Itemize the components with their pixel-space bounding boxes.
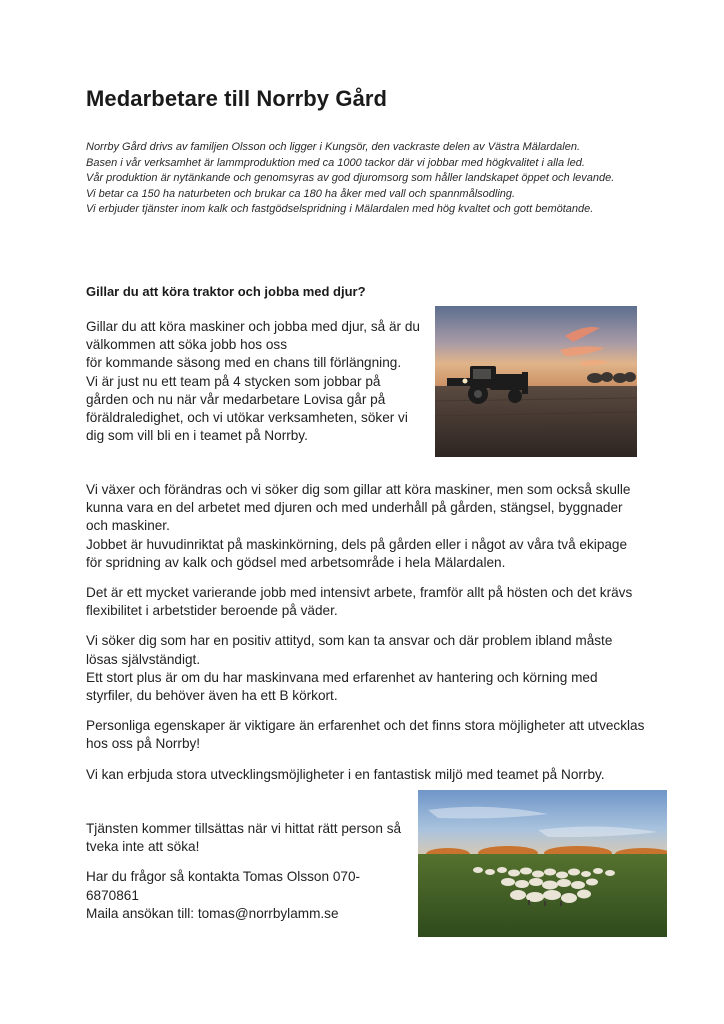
intro-line: Basen i vår verksamhet är lammproduktion med ca 1000 tackor där vi jobbar med högkvalitet i alla led. (86, 156, 585, 169)
paragraph-line: Ett stort plus är om du har maskinvana med erfarenhet av hantering och körning med styrfiler, du behöver även ha ett B körkort. (86, 669, 598, 704)
paragraph (86, 584, 646, 620)
paragraph-line: Vi söker dig som har en positiv attityd, som kan ta ansvar och där problem ibland måste lösas självständigt. (86, 633, 613, 667)
paragraph (86, 481, 646, 572)
paragraph-line: Det är ett mycket varierande jobb med intensivt arbete, framför allt på hösten och det krävs flexibilitet i arbetstider beroende på väder. (86, 585, 633, 619)
paragraph (86, 632, 646, 705)
contact-text: Har du frågor så kontakta Tomas Olsson 070-6870861 (86, 869, 361, 903)
closing-text (86, 820, 406, 935)
contact-block (86, 868, 406, 923)
paragraph-line: Vi växer och förändras och vi söker dig som gillar att köra maskiner, men som också skulle kunna vara en del arbetet med djuren och med underhåll på gården, stängsel, byggnader och maskiner. (86, 482, 631, 534)
paragraph (86, 717, 646, 753)
intro-line: Norrby Gård drivs av familjen Olsson och ligger i Kungsör, den vackraste delen av Västra Mälardalen. (86, 141, 581, 153)
email-text: Maila ansökan till: tomas@norrbylamm.se (86, 905, 339, 921)
page-title: Medarbetare till Norrby Gård (86, 86, 388, 111)
paragraph-line: Jobbet är huvudinriktat på maskinkörning, dels på gården eller i något av våra två ekipage för spridning av kalk och gödsel med arbetsområde i hela Mälardalen. (86, 536, 628, 570)
main-text (86, 481, 646, 796)
intro-text (86, 140, 646, 218)
intro-line: Vi erbjuder tjänster inom kalk och fastgödselspridning i Mälardalen med hög kvaltet och gott bemötande. (86, 203, 594, 216)
sheep-flock-photo (418, 790, 667, 937)
side-line: för kommande säsong med en chans till förlängning. (86, 355, 402, 371)
apply-text: Tjänsten kommer tillsättas när vi hittat rätt person så tveka inte att söka! (86, 821, 402, 855)
intro-line: Vi betar ca 150 ha naturbeten och brukar ca 180 ha åker med vall och spannmålsodling. (86, 187, 516, 200)
paragraph-line: Vi kan erbjuda stora utvecklingsmöjligheter i en fantastisk miljö med teamet på Norrby. (86, 766, 605, 782)
paragraph (86, 766, 646, 784)
side-line: Gillar du att köra maskiner och jobba med djur, så är du välkommen att söka jobb hos oss (86, 319, 420, 353)
side-line: Vi är just nu ett team på 4 stycken som jobbar på gården och nu när vår medarbetare Lovisa går på föräldraledighet, och vi utökar verksamheten, söker vi dig som vill bli en i teamet på Norrby. (86, 373, 408, 444)
paragraph-line: Personliga egenskaper är viktigare än erfarenhet och det finns stora möjligheter att utvecklas hos oss på Norrby! (86, 718, 645, 752)
side-text (86, 318, 426, 445)
intro-line: Vår produktion är nytänkande och genomsyras av god djuromsorg som håller landskapet öppet och levande. (86, 172, 615, 185)
section-heading: Gillar du att köra traktor och jobba med djur? (86, 284, 366, 299)
tractor-sunset-photo (435, 306, 637, 457)
